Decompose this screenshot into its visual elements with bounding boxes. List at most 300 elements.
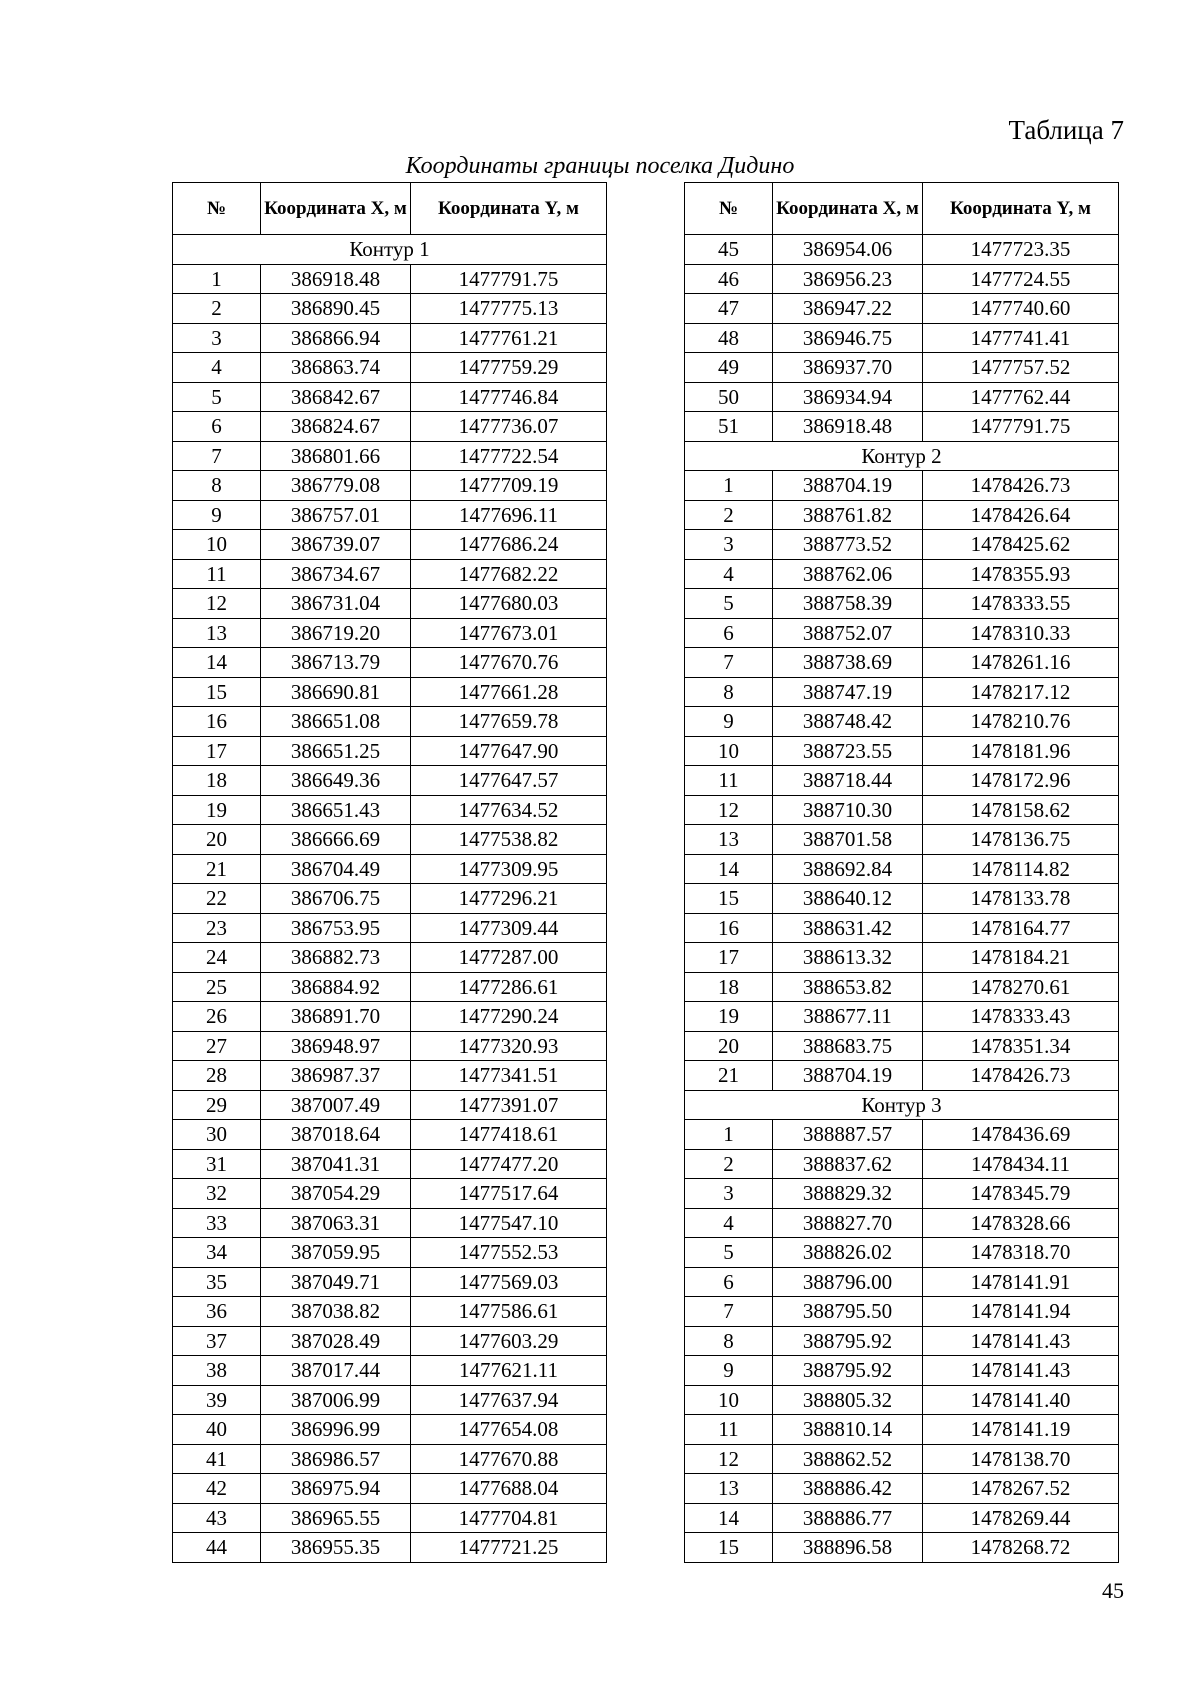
point-number-cell: 16: [173, 707, 261, 737]
y-coordinate-cell: 1478172.96: [923, 766, 1119, 796]
y-coordinate-cell: 1478138.70: [923, 1444, 1119, 1474]
point-number-cell: 2: [685, 500, 773, 530]
point-number-cell: 12: [685, 795, 773, 825]
x-coordinate-cell: 387028.49: [261, 1326, 411, 1356]
table-row: [685, 1326, 1119, 1356]
point-number-cell: 29: [173, 1090, 261, 1120]
table-row: [173, 766, 607, 796]
x-coordinate-cell: 386651.43: [261, 795, 411, 825]
point-number-cell: 40: [173, 1415, 261, 1445]
point-number-cell: 12: [173, 589, 261, 619]
y-coordinate-cell: 1478261.16: [923, 648, 1119, 678]
point-number-cell: 8: [685, 677, 773, 707]
x-coordinate-cell: 386824.67: [261, 412, 411, 442]
y-coordinate-cell: 1478114.82: [923, 854, 1119, 884]
x-coordinate-cell: 386934.94: [773, 382, 923, 412]
point-number-cell: 14: [173, 648, 261, 678]
x-coordinate-cell: 388752.07: [773, 618, 923, 648]
table-row: [685, 500, 1119, 530]
table-row: [685, 559, 1119, 589]
y-coordinate-cell: 1477603.29: [411, 1326, 607, 1356]
x-coordinate-cell: 386779.08: [261, 471, 411, 501]
y-coordinate-cell: 1477309.44: [411, 913, 607, 943]
x-coordinate-cell: 388826.02: [773, 1238, 923, 1268]
x-coordinate-cell: 388805.32: [773, 1385, 923, 1415]
y-coordinate-cell: 1478351.34: [923, 1031, 1119, 1061]
point-number-cell: 18: [685, 972, 773, 1002]
table-body-left: [173, 235, 607, 1563]
x-coordinate-cell: 388773.52: [773, 530, 923, 560]
table-row: [173, 913, 607, 943]
point-number-cell: 1: [173, 264, 261, 294]
x-coordinate-cell: 387059.95: [261, 1238, 411, 1268]
y-coordinate-cell: 1477723.35: [923, 235, 1119, 265]
table-row: [173, 1208, 607, 1238]
y-coordinate-cell: 1477569.03: [411, 1267, 607, 1297]
x-coordinate-cell: 388640.12: [773, 884, 923, 914]
x-coordinate-cell: 386731.04: [261, 589, 411, 619]
point-number-cell: 7: [685, 1297, 773, 1327]
y-coordinate-cell: 1477287.00: [411, 943, 607, 973]
point-number-cell: 37: [173, 1326, 261, 1356]
y-coordinate-cell: 1478426.73: [923, 471, 1119, 501]
y-coordinate-cell: 1478217.12: [923, 677, 1119, 707]
contour-row: [173, 235, 607, 265]
point-number-cell: 32: [173, 1179, 261, 1209]
coordinates-table-left: [172, 182, 607, 1563]
table-row: [685, 294, 1119, 324]
table-row: [685, 795, 1119, 825]
table-row: [173, 677, 607, 707]
y-coordinate-cell: 1477704.81: [411, 1503, 607, 1533]
point-number-cell: 13: [685, 825, 773, 855]
x-coordinate-cell: 388896.58: [773, 1533, 923, 1563]
y-coordinate-cell: 1477654.08: [411, 1415, 607, 1445]
table-row: [173, 530, 607, 560]
table-row: [685, 913, 1119, 943]
point-number-cell: 51: [685, 412, 773, 442]
column-header-y: Координата Y, м: [411, 183, 607, 235]
y-coordinate-cell: 1478141.94: [923, 1297, 1119, 1327]
x-coordinate-cell: 388701.58: [773, 825, 923, 855]
y-coordinate-cell: 1477740.60: [923, 294, 1119, 324]
table-row: [685, 1444, 1119, 1474]
x-coordinate-cell: 386713.79: [261, 648, 411, 678]
x-coordinate-cell: 388827.70: [773, 1208, 923, 1238]
point-number-cell: 33: [173, 1208, 261, 1238]
table-row: [173, 736, 607, 766]
y-coordinate-cell: 1477670.88: [411, 1444, 607, 1474]
x-coordinate-cell: 388723.55: [773, 736, 923, 766]
point-number-cell: 2: [173, 294, 261, 324]
x-coordinate-cell: 386719.20: [261, 618, 411, 648]
table-row: [173, 1238, 607, 1268]
point-number-cell: 25: [173, 972, 261, 1002]
point-number-cell: 14: [685, 854, 773, 884]
table-row: [685, 1385, 1119, 1415]
y-coordinate-cell: 1478333.43: [923, 1002, 1119, 1032]
y-coordinate-cell: 1478164.77: [923, 913, 1119, 943]
point-number-cell: 8: [685, 1326, 773, 1356]
table-row: [173, 589, 607, 619]
y-coordinate-cell: 1477746.84: [411, 382, 607, 412]
table-row: [173, 1444, 607, 1474]
point-number-cell: 28: [173, 1061, 261, 1091]
table-row: [685, 1297, 1119, 1327]
x-coordinate-cell: 386986.57: [261, 1444, 411, 1474]
table-row: [173, 1090, 607, 1120]
x-coordinate-cell: 388862.52: [773, 1444, 923, 1474]
point-number-cell: 9: [173, 500, 261, 530]
y-coordinate-cell: 1477762.44: [923, 382, 1119, 412]
table-row: [685, 766, 1119, 796]
x-coordinate-cell: 388710.30: [773, 795, 923, 825]
table-row: [685, 1208, 1119, 1238]
table-row: [685, 1238, 1119, 1268]
point-number-cell: 44: [173, 1533, 261, 1563]
x-coordinate-cell: 386842.67: [261, 382, 411, 412]
x-coordinate-cell: 388795.92: [773, 1356, 923, 1386]
y-coordinate-cell: 1477309.95: [411, 854, 607, 884]
point-number-cell: 21: [173, 854, 261, 884]
point-number-cell: 3: [173, 323, 261, 353]
y-coordinate-cell: 1477647.57: [411, 766, 607, 796]
y-coordinate-cell: 1477659.78: [411, 707, 607, 737]
table-row: [685, 972, 1119, 1002]
point-number-cell: 4: [685, 559, 773, 589]
x-coordinate-cell: 387007.49: [261, 1090, 411, 1120]
y-coordinate-cell: 1478426.73: [923, 1061, 1119, 1091]
y-coordinate-cell: 1478158.62: [923, 795, 1119, 825]
table-row: [173, 500, 607, 530]
contour-label: Контур 3: [685, 1090, 1119, 1120]
contour-label: Контур 1: [173, 235, 607, 265]
table-row: [173, 559, 607, 589]
point-number-cell: 12: [685, 1444, 773, 1474]
y-coordinate-cell: 1477791.75: [411, 264, 607, 294]
table-row: [685, 412, 1119, 442]
x-coordinate-cell: 388758.39: [773, 589, 923, 619]
point-number-cell: 1: [685, 1120, 773, 1150]
y-coordinate-cell: 1478333.55: [923, 589, 1119, 619]
point-number-cell: 39: [173, 1385, 261, 1415]
table-row: [685, 264, 1119, 294]
table-row: [173, 1002, 607, 1032]
point-number-cell: 46: [685, 264, 773, 294]
point-number-cell: 35: [173, 1267, 261, 1297]
point-number-cell: 11: [685, 766, 773, 796]
x-coordinate-cell: 386801.66: [261, 441, 411, 471]
point-number-cell: 48: [685, 323, 773, 353]
point-number-cell: 8: [173, 471, 261, 501]
table-row: [173, 943, 607, 973]
y-coordinate-cell: 1478270.61: [923, 972, 1119, 1002]
x-coordinate-cell: 386918.48: [773, 412, 923, 442]
x-coordinate-cell: 387049.71: [261, 1267, 411, 1297]
y-coordinate-cell: 1478141.40: [923, 1385, 1119, 1415]
y-coordinate-cell: 1477552.53: [411, 1238, 607, 1268]
point-number-cell: 10: [685, 1385, 773, 1415]
x-coordinate-cell: 388795.50: [773, 1297, 923, 1327]
y-coordinate-cell: 1477637.94: [411, 1385, 607, 1415]
y-coordinate-cell: 1477634.52: [411, 795, 607, 825]
table-row: [685, 1474, 1119, 1504]
contour-row: [685, 1090, 1119, 1120]
x-coordinate-cell: 388829.32: [773, 1179, 923, 1209]
x-coordinate-cell: 386918.48: [261, 264, 411, 294]
point-number-cell: 10: [173, 530, 261, 560]
x-coordinate-cell: 386884.92: [261, 972, 411, 1002]
x-coordinate-cell: 386649.36: [261, 766, 411, 796]
y-coordinate-cell: 1477296.21: [411, 884, 607, 914]
table-row: [173, 1179, 607, 1209]
point-number-cell: 6: [685, 1267, 773, 1297]
y-coordinate-cell: 1478355.93: [923, 559, 1119, 589]
point-number-cell: 20: [685, 1031, 773, 1061]
point-number-cell: 26: [173, 1002, 261, 1032]
x-coordinate-cell: 388613.32: [773, 943, 923, 973]
y-coordinate-cell: 1477721.25: [411, 1533, 607, 1563]
x-coordinate-cell: 387041.31: [261, 1149, 411, 1179]
y-coordinate-cell: 1478436.69: [923, 1120, 1119, 1150]
y-coordinate-cell: 1477290.24: [411, 1002, 607, 1032]
point-number-cell: 3: [685, 1179, 773, 1209]
x-coordinate-cell: 388761.82: [773, 500, 923, 530]
table-row: [173, 1297, 607, 1327]
x-coordinate-cell: 388692.84: [773, 854, 923, 884]
table-row: [173, 441, 607, 471]
table-row: [173, 1415, 607, 1445]
y-coordinate-cell: 1478328.66: [923, 1208, 1119, 1238]
point-number-cell: 19: [685, 1002, 773, 1032]
table-row: [173, 1149, 607, 1179]
y-coordinate-cell: 1477320.93: [411, 1031, 607, 1061]
point-number-cell: 22: [173, 884, 261, 914]
table-row: [685, 736, 1119, 766]
x-coordinate-cell: 386954.06: [773, 235, 923, 265]
y-coordinate-cell: 1477341.51: [411, 1061, 607, 1091]
point-number-cell: 19: [173, 795, 261, 825]
table-row: [173, 795, 607, 825]
table-row: [173, 972, 607, 1002]
x-coordinate-cell: 386734.67: [261, 559, 411, 589]
table-row: [173, 1474, 607, 1504]
table-row: [685, 677, 1119, 707]
table-row: [173, 264, 607, 294]
x-coordinate-cell: 386956.23: [773, 264, 923, 294]
x-coordinate-cell: 386947.22: [773, 294, 923, 324]
table-row: [173, 1120, 607, 1150]
column-header-y: Координата Y, м: [923, 183, 1119, 235]
y-coordinate-cell: 1478318.70: [923, 1238, 1119, 1268]
point-number-cell: 45: [685, 235, 773, 265]
y-coordinate-cell: 1477661.28: [411, 677, 607, 707]
table-row: [685, 589, 1119, 619]
y-coordinate-cell: 1478141.91: [923, 1267, 1119, 1297]
x-coordinate-cell: 388837.62: [773, 1149, 923, 1179]
point-number-cell: 7: [685, 648, 773, 678]
y-coordinate-cell: 1477736.07: [411, 412, 607, 442]
point-number-cell: 27: [173, 1031, 261, 1061]
y-coordinate-cell: 1477547.10: [411, 1208, 607, 1238]
header-row: [173, 183, 607, 235]
x-coordinate-cell: 386937.70: [773, 353, 923, 383]
table-row: [685, 1061, 1119, 1091]
x-coordinate-cell: 388653.82: [773, 972, 923, 1002]
point-number-cell: 31: [173, 1149, 261, 1179]
y-coordinate-cell: 1478425.62: [923, 530, 1119, 560]
y-coordinate-cell: 1477741.41: [923, 323, 1119, 353]
table-row: [685, 1002, 1119, 1032]
table-row: [685, 1149, 1119, 1179]
x-coordinate-cell: 388795.92: [773, 1326, 923, 1356]
point-number-cell: 1: [685, 471, 773, 501]
table-row: [685, 235, 1119, 265]
point-number-cell: 38: [173, 1356, 261, 1386]
x-coordinate-cell: 388677.11: [773, 1002, 923, 1032]
table-row: [173, 618, 607, 648]
point-number-cell: 15: [685, 884, 773, 914]
table-row: [173, 353, 607, 383]
point-number-cell: 20: [173, 825, 261, 855]
point-number-cell: 3: [685, 530, 773, 560]
point-number-cell: 13: [685, 1474, 773, 1504]
x-coordinate-cell: 388886.77: [773, 1503, 923, 1533]
point-number-cell: 15: [685, 1533, 773, 1563]
point-number-cell: 2: [685, 1149, 773, 1179]
table-row: [685, 618, 1119, 648]
point-number-cell: 13: [173, 618, 261, 648]
y-coordinate-cell: 1477477.20: [411, 1149, 607, 1179]
y-coordinate-cell: 1477517.64: [411, 1179, 607, 1209]
table-row: [173, 1031, 607, 1061]
point-number-cell: 50: [685, 382, 773, 412]
table-row: [685, 1356, 1119, 1386]
point-number-cell: 7: [173, 441, 261, 471]
x-coordinate-cell: 386706.75: [261, 884, 411, 914]
x-coordinate-cell: 386996.99: [261, 1415, 411, 1445]
y-coordinate-cell: 1477761.21: [411, 323, 607, 353]
x-coordinate-cell: 386651.08: [261, 707, 411, 737]
table-row: [685, 1031, 1119, 1061]
y-coordinate-cell: 1478268.72: [923, 1533, 1119, 1563]
point-number-cell: 34: [173, 1238, 261, 1268]
table-row: [685, 1120, 1119, 1150]
x-coordinate-cell: 388631.42: [773, 913, 923, 943]
x-coordinate-cell: 387054.29: [261, 1179, 411, 1209]
point-number-cell: 47: [685, 294, 773, 324]
y-coordinate-cell: 1477757.52: [923, 353, 1119, 383]
column-header-x: Координата X, м: [261, 183, 411, 235]
y-coordinate-cell: 1477647.90: [411, 736, 607, 766]
point-number-cell: 6: [685, 618, 773, 648]
table-row: [685, 854, 1119, 884]
y-coordinate-cell: 1477696.11: [411, 500, 607, 530]
y-coordinate-cell: 1477286.61: [411, 972, 607, 1002]
point-number-cell: 16: [685, 913, 773, 943]
table-row: [685, 943, 1119, 973]
y-coordinate-cell: 1477775.13: [411, 294, 607, 324]
table-row: [173, 1385, 607, 1415]
x-coordinate-cell: 386987.37: [261, 1061, 411, 1091]
column-header-number: №: [685, 183, 773, 235]
y-coordinate-cell: 1477724.55: [923, 264, 1119, 294]
point-number-cell: 11: [685, 1415, 773, 1445]
x-coordinate-cell: 388796.00: [773, 1267, 923, 1297]
table-label: Таблица 7: [1008, 115, 1124, 145]
x-coordinate-cell: 387038.82: [261, 1297, 411, 1327]
table-row: [685, 353, 1119, 383]
table-row: [173, 1326, 607, 1356]
x-coordinate-cell: 386666.69: [261, 825, 411, 855]
x-coordinate-cell: 388747.19: [773, 677, 923, 707]
y-coordinate-cell: 1477391.07: [411, 1090, 607, 1120]
y-coordinate-cell: 1478310.33: [923, 618, 1119, 648]
x-coordinate-cell: 388748.42: [773, 707, 923, 737]
x-coordinate-cell: 387063.31: [261, 1208, 411, 1238]
x-coordinate-cell: 386948.97: [261, 1031, 411, 1061]
y-coordinate-cell: 1478184.21: [923, 943, 1119, 973]
y-coordinate-cell: 1478181.96: [923, 736, 1119, 766]
table-row: [173, 294, 607, 324]
y-coordinate-cell: 1478141.43: [923, 1356, 1119, 1386]
table-row: [173, 1533, 607, 1563]
table-row: [685, 648, 1119, 678]
y-coordinate-cell: 1478133.78: [923, 884, 1119, 914]
table-row: [685, 1267, 1119, 1297]
contour-label: Контур 2: [685, 441, 1119, 471]
point-number-cell: 49: [685, 353, 773, 383]
x-coordinate-cell: 386753.95: [261, 913, 411, 943]
x-coordinate-cell: 387006.99: [261, 1385, 411, 1415]
y-coordinate-cell: 1478345.79: [923, 1179, 1119, 1209]
x-coordinate-cell: 386946.75: [773, 323, 923, 353]
x-coordinate-cell: 388704.19: [773, 1061, 923, 1091]
x-coordinate-cell: 386975.94: [261, 1474, 411, 1504]
x-coordinate-cell: 388887.57: [773, 1120, 923, 1150]
table-row: [685, 1179, 1119, 1209]
table-row: [173, 884, 607, 914]
table-row: [173, 323, 607, 353]
point-number-cell: 21: [685, 1061, 773, 1091]
table-row: [173, 1503, 607, 1533]
y-coordinate-cell: 1477791.75: [923, 412, 1119, 442]
y-coordinate-cell: 1478141.43: [923, 1326, 1119, 1356]
table-row: [173, 854, 607, 884]
point-number-cell: 36: [173, 1297, 261, 1327]
point-number-cell: 18: [173, 766, 261, 796]
point-number-cell: 9: [685, 707, 773, 737]
header-row: [685, 183, 1119, 235]
x-coordinate-cell: 386704.49: [261, 854, 411, 884]
point-number-cell: 30: [173, 1120, 261, 1150]
table-row: [685, 323, 1119, 353]
table-row: [173, 412, 607, 442]
y-coordinate-cell: 1478141.19: [923, 1415, 1119, 1445]
table-body-right: [685, 235, 1119, 1563]
y-coordinate-cell: 1478136.75: [923, 825, 1119, 855]
table-row: [685, 884, 1119, 914]
point-number-cell: 10: [685, 736, 773, 766]
x-coordinate-cell: 388704.19: [773, 471, 923, 501]
x-coordinate-cell: 386891.70: [261, 1002, 411, 1032]
point-number-cell: 4: [173, 353, 261, 383]
x-coordinate-cell: 388718.44: [773, 766, 923, 796]
table-row: [173, 707, 607, 737]
table-row: [685, 1503, 1119, 1533]
x-coordinate-cell: 386890.45: [261, 294, 411, 324]
y-coordinate-cell: 1478269.44: [923, 1503, 1119, 1533]
